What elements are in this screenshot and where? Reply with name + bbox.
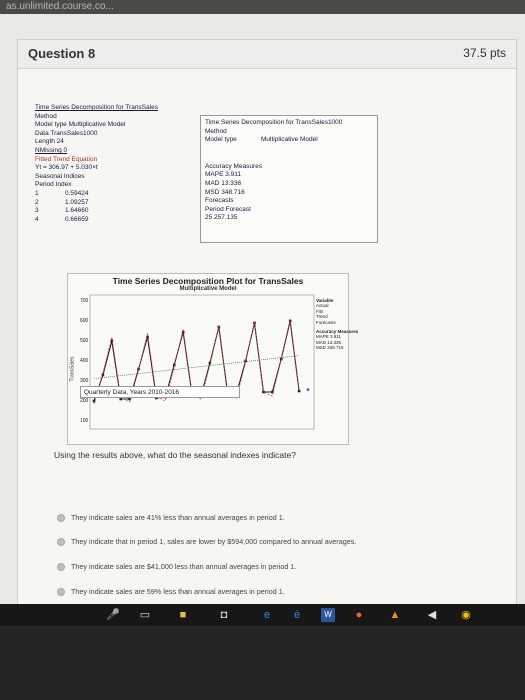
question-title: Question 8: [28, 46, 96, 61]
left-method: Method: [35, 112, 57, 120]
legend-item: Actual: [316, 303, 329, 309]
series-line-trend: [94, 356, 299, 379]
chart-subtitle: Multiplicative Model: [179, 286, 237, 292]
ytick-label: 100: [80, 418, 89, 424]
answer-option[interactable]: They indicate sales are 59% less than annual averages in period 1.: [57, 587, 285, 596]
legend-item: Forecasts: [316, 319, 336, 325]
forecasts-title: Forecasts: [205, 197, 234, 205]
data-point-actual: [137, 368, 140, 371]
firefox-icon[interactable]: ●: [355, 609, 363, 621]
ytick-label: 600: [80, 318, 89, 324]
legend-item: MAPE 3.911: [316, 334, 341, 340]
chart-plot-area: [68, 274, 348, 444]
index-row: 4 0.66659: [35, 215, 89, 223]
legend-item: Variable: [316, 298, 334, 303]
seasonal-title: Seasonal Indices: [35, 172, 85, 180]
answer-option[interactable]: They indicate sales are $41,000 less than annual averages in period 1.: [57, 562, 296, 571]
file-explorer-icon[interactable]: ■: [179, 609, 187, 621]
question-prompt: Using the results above, what do the seasonal indexes indicate?: [54, 450, 296, 460]
accuracy-title: Accuracy Measures: [205, 162, 263, 170]
question-points: 37.5 pts: [463, 46, 506, 60]
right-title: Time Series Decomposition for TransSales1000: [205, 119, 343, 126]
answer-option[interactable]: They indicate that in period 1, sales are lower by $594,000 compared to annual averages.: [57, 537, 356, 546]
taskbar-strip: [0, 604, 525, 626]
trend-equation: Yt = 306.97 + 5.030×t: [35, 164, 98, 172]
chart-title: Time Series Decomposition Plot for TransSales: [112, 276, 304, 286]
screen: [0, 14, 525, 604]
vlc-icon[interactable]: ▲: [389, 609, 401, 621]
microphone-icon[interactable]: 🎤: [106, 609, 120, 621]
legend-item: Trend: [316, 314, 328, 320]
taskbar: [0, 604, 525, 700]
forecast-row: 25 257.135: [205, 214, 238, 222]
left-length: Length 24: [35, 138, 64, 146]
legend-item: MSD 348.716: [316, 345, 344, 351]
chart-legend: [316, 298, 378, 351]
index-row: 1 0.59424: [35, 189, 89, 197]
radio-button[interactable]: [57, 563, 65, 571]
task-view-icon[interactable]: ▭: [139, 609, 151, 621]
ytick-label: 300: [80, 378, 89, 384]
index-row: 3 1.64660: [35, 207, 89, 215]
ytick-label: 400: [80, 358, 89, 364]
ie-icon[interactable]: ė: [293, 609, 301, 621]
radio-button[interactable]: [57, 514, 65, 522]
question-card: [17, 39, 517, 616]
mad-value: MAD 13.336: [205, 179, 242, 187]
browser-top-strip: as.unlimited.course.co...: [0, 0, 525, 14]
word-icon[interactable]: W: [321, 608, 335, 622]
edge-icon[interactable]: e: [263, 609, 271, 621]
legend-item: Accuracy Measures: [316, 329, 359, 335]
forecast-header: Period Forecast: [205, 205, 251, 213]
store-icon[interactable]: ◘: [220, 609, 228, 621]
legend-item: MAD 13.336: [316, 339, 342, 345]
left-nmissing: NMissing 0: [35, 146, 68, 154]
index-row: 2 1.09257: [35, 198, 89, 206]
data-point-forecasts: [307, 388, 310, 391]
ytick-label: 700: [80, 298, 89, 304]
ytick-label: 200: [80, 398, 89, 404]
chart-ylabel: TransSales: [69, 356, 76, 382]
left-title: Time Series Decomposition for TransSales: [35, 104, 158, 111]
left-output-panel: [35, 104, 205, 224]
answer-option[interactable]: They indicate sales are 41% less than annual averages in period 1.: [57, 513, 285, 522]
chrome-icon[interactable]: ◉: [461, 609, 471, 621]
ytick-label: 500: [80, 338, 89, 344]
left-model-type: Model type Multiplicative Model: [35, 121, 126, 129]
msd-value: MSD 348.716: [205, 188, 245, 196]
legend-item: Fits: [316, 308, 324, 314]
trend-title: Fitted Trend Equation: [35, 155, 98, 163]
right-method: Method: [205, 127, 227, 135]
radio-button[interactable]: [57, 588, 65, 596]
right-model-type: Model type Multiplicative Model: [205, 136, 318, 144]
mape-value: MAPE 3.911: [205, 171, 242, 179]
chart-xlabel-box: Quarterly Data, Years 2010-2016: [80, 386, 240, 398]
radio-button[interactable]: [57, 538, 65, 546]
decomposition-chart: [67, 273, 359, 445]
app-icon[interactable]: ◀: [427, 609, 437, 621]
data-point-actual: [298, 390, 301, 393]
right-output-panel: [200, 115, 378, 243]
left-data: Data TransSales1000: [35, 129, 98, 137]
question-header: [18, 40, 516, 69]
index-header: Period Index: [35, 181, 72, 189]
